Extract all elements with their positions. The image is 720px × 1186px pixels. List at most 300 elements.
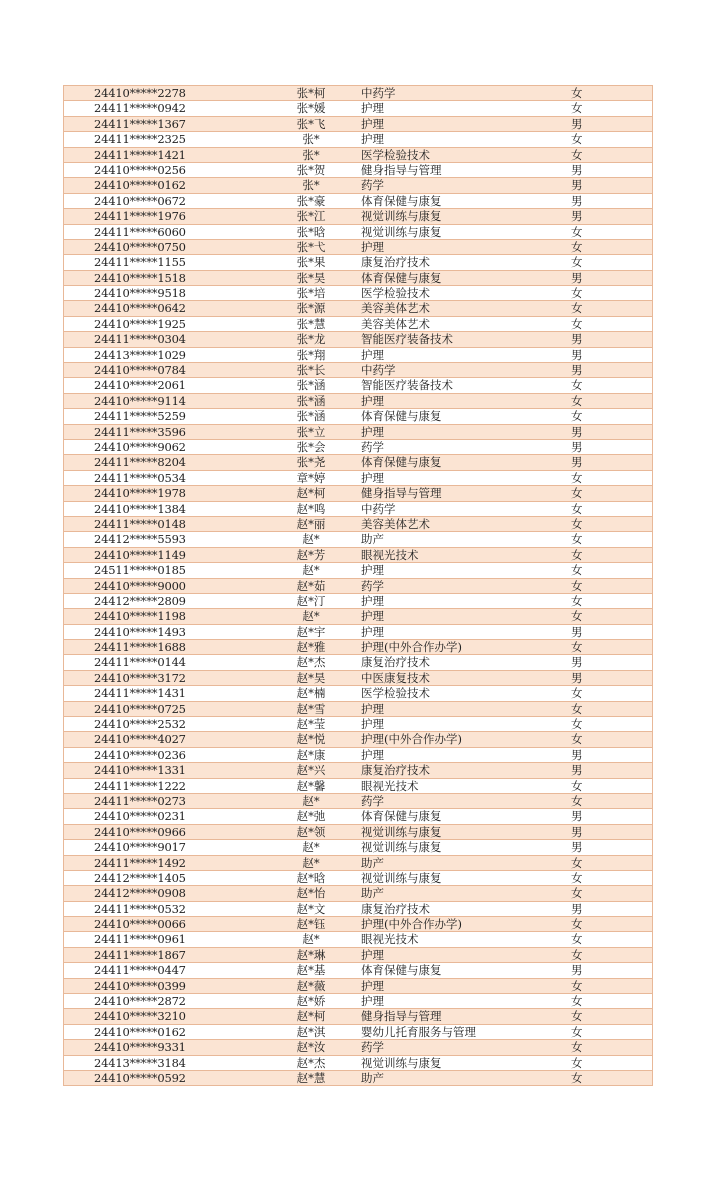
student-name-cell: 赵*宇: [296, 624, 326, 639]
student-name-cell: 赵*琳: [296, 947, 326, 962]
major-cell: 医学检验技术: [361, 286, 430, 301]
gender-cell: 男: [571, 763, 583, 778]
student-name-cell: 张*江: [296, 209, 326, 224]
student-id-cell: 24511*****0185: [94, 563, 186, 578]
student-id-cell: 24410*****0725: [94, 701, 186, 716]
gender-cell: 男: [571, 670, 583, 685]
table-row: [64, 394, 652, 409]
student-name-cell: 赵*娇: [296, 994, 326, 1009]
gender-cell: 女: [571, 132, 583, 147]
gender-cell: 女: [571, 886, 583, 901]
gender-cell: 女: [571, 932, 583, 947]
table-row: [64, 178, 652, 193]
major-cell: 美容美体艺术: [361, 516, 430, 531]
major-cell: 护理: [361, 101, 384, 116]
gender-cell: 男: [571, 901, 583, 916]
student-name-cell: 赵*莹: [296, 717, 326, 732]
student-table: [63, 85, 653, 1086]
student-name-cell: 张*尧: [296, 455, 326, 470]
gender-cell: 女: [571, 516, 583, 531]
major-cell: 护理: [361, 609, 384, 624]
gender-cell: 男: [571, 840, 583, 855]
student-name-cell: 张*长: [296, 363, 326, 378]
gender-cell: 男: [571, 655, 583, 670]
major-cell: 视觉训练与康复: [361, 870, 442, 885]
student-name-cell: 赵*薇: [296, 978, 326, 993]
table-row: [64, 117, 652, 132]
gender-cell: 女: [571, 286, 583, 301]
gender-cell: 女: [571, 301, 583, 316]
student-id-cell: 24410*****0966: [94, 824, 186, 839]
gender-cell: 女: [571, 793, 583, 808]
student-id-cell: 24410*****4027: [94, 732, 186, 747]
student-id-cell: 24411*****1421: [94, 147, 186, 162]
student-name-cell: 张*贺: [296, 162, 326, 177]
gender-cell: 女: [571, 224, 583, 239]
student-name-cell: 赵*楠: [296, 686, 326, 701]
student-name-cell: 张*翔: [296, 347, 326, 362]
major-cell: 眼视光技术: [361, 932, 419, 947]
student-id-cell: 24410*****2061: [94, 378, 186, 393]
student-id-cell: 24410*****0236: [94, 747, 186, 762]
student-id-cell: 24410*****9331: [94, 1040, 186, 1055]
student-id-cell: 24410*****1384: [94, 501, 186, 516]
student-id-cell: 24410*****9518: [94, 286, 186, 301]
gender-cell: 女: [571, 855, 583, 870]
table-row: [64, 840, 652, 855]
gender-cell: 女: [571, 1024, 583, 1039]
gender-cell: 女: [571, 86, 583, 100]
student-id-cell: 24410*****1518: [94, 270, 186, 285]
gender-cell: 男: [571, 178, 583, 193]
student-name-cell: 赵*: [302, 793, 320, 808]
major-cell: 体育保健与康复: [361, 409, 442, 424]
major-cell: 视觉训练与康复: [361, 209, 442, 224]
gender-cell: 女: [571, 994, 583, 1009]
major-cell: 视觉训练与康复: [361, 224, 442, 239]
student-name-cell: 张*培: [296, 286, 326, 301]
student-id-cell: 24410*****0162: [94, 178, 186, 193]
student-name-cell: 张*弋: [296, 239, 326, 254]
major-cell: 护理: [361, 701, 384, 716]
student-id-cell: 24410*****3210: [94, 1009, 186, 1024]
gender-cell: 女: [571, 1071, 583, 1085]
student-id-cell: 24410*****1978: [94, 486, 186, 501]
student-name-cell: 张*媛: [296, 101, 326, 116]
student-name-cell: 赵*雅: [296, 640, 326, 655]
table-row: [64, 378, 652, 393]
student-id-cell: 24410*****1493: [94, 624, 186, 639]
table-row: [64, 594, 652, 609]
student-name-cell: 赵*柯: [296, 486, 326, 501]
student-name-cell: 赵*弛: [296, 809, 326, 824]
major-cell: 护理: [361, 563, 384, 578]
major-cell: 健身指导与管理: [361, 162, 442, 177]
student-id-cell: 24411*****1976: [94, 209, 186, 224]
gender-cell: 男: [571, 624, 583, 639]
student-id-cell: 24411*****1155: [94, 255, 186, 270]
student-name-cell: 张*涵: [296, 378, 326, 393]
student-id-cell: 24410*****9000: [94, 578, 186, 593]
table-row: [64, 163, 652, 178]
major-cell: 智能医疗装备技术: [361, 378, 453, 393]
table-row: [64, 409, 652, 424]
student-id-cell: 24410*****1198: [94, 609, 186, 624]
major-cell: 康复治疗技术: [361, 763, 430, 778]
table-row: [64, 994, 652, 1009]
student-name-cell: 张*会: [296, 439, 326, 454]
gender-cell: 男: [571, 455, 583, 470]
student-name-cell: 赵*: [302, 855, 320, 870]
table-row: [64, 471, 652, 486]
student-name-cell: 张*果: [296, 255, 326, 270]
student-name-cell: 赵*汀: [296, 593, 326, 608]
major-cell: 体育保健与康复: [361, 963, 442, 978]
major-cell: 护理: [361, 747, 384, 762]
student-name-cell: 赵*怡: [296, 886, 326, 901]
student-id-cell: 24411*****1222: [94, 778, 186, 793]
table-row: [64, 332, 652, 347]
student-name-cell: 赵*文: [296, 901, 326, 916]
student-id-cell: 24410*****0592: [94, 1071, 186, 1085]
table-row: [64, 717, 652, 732]
major-cell: 美容美体艺术: [361, 316, 430, 331]
student-name-cell: 赵*馨: [296, 778, 326, 793]
student-name-cell: 赵*: [302, 840, 320, 855]
student-name-cell: 赵*慧: [296, 1071, 326, 1085]
major-cell: 智能医疗装备技术: [361, 332, 453, 347]
gender-cell: 男: [571, 439, 583, 454]
gender-cell: 女: [571, 870, 583, 885]
student-id-cell: 24411*****0942: [94, 101, 186, 116]
student-id-cell: 24410*****2532: [94, 717, 186, 732]
table-row: [64, 609, 652, 624]
student-name-cell: 张*慧: [296, 316, 326, 331]
major-cell: 眼视光技术: [361, 778, 419, 793]
student-name-cell: 赵*: [302, 532, 320, 547]
student-name-cell: 赵*昊: [296, 670, 326, 685]
student-name-cell: 赵*柯: [296, 1009, 326, 1024]
student-id-cell: 24411*****3596: [94, 424, 186, 439]
major-cell: 体育保健与康复: [361, 809, 442, 824]
gender-cell: 女: [571, 578, 583, 593]
gender-cell: 女: [571, 316, 583, 331]
student-id-cell: 24411*****0532: [94, 901, 186, 916]
gender-cell: 女: [571, 563, 583, 578]
major-cell: 护理(中外合作办学): [361, 917, 462, 932]
gender-cell: 女: [571, 686, 583, 701]
table-row: [64, 1009, 652, 1024]
student-id-cell: 24410*****0642: [94, 301, 186, 316]
student-id-cell: 24410*****1149: [94, 547, 186, 562]
student-name-cell: 赵*雪: [296, 701, 326, 716]
gender-cell: 男: [571, 963, 583, 978]
major-cell: 护理: [361, 593, 384, 608]
gender-cell: 女: [571, 255, 583, 270]
gender-cell: 男: [571, 270, 583, 285]
major-cell: 医学检验技术: [361, 147, 430, 162]
gender-cell: 女: [571, 732, 583, 747]
student-name-cell: 赵*杰: [296, 655, 326, 670]
major-cell: 护理: [361, 624, 384, 639]
table-row: [64, 502, 652, 517]
table-row: [64, 963, 652, 978]
student-name-cell: 赵*兴: [296, 763, 326, 778]
major-cell: 视觉训练与康复: [361, 840, 442, 855]
student-name-cell: 张*: [302, 147, 320, 162]
major-cell: 护理: [361, 947, 384, 962]
student-name-cell: 张*涵: [296, 393, 326, 408]
student-name-cell: 赵*汝: [296, 1040, 326, 1055]
student-id-cell: 24412*****0908: [94, 886, 186, 901]
student-id-cell: 24410*****1331: [94, 763, 186, 778]
major-cell: 药学: [361, 1040, 384, 1055]
student-id-cell: 24411*****0534: [94, 470, 186, 485]
table-row: [64, 763, 652, 778]
major-cell: 眼视光技术: [361, 547, 419, 562]
table-row: [64, 255, 652, 270]
table-row: [64, 856, 652, 871]
major-cell: 助产: [361, 532, 384, 547]
major-cell: 助产: [361, 886, 384, 901]
gender-cell: 男: [571, 209, 583, 224]
major-cell: 康复治疗技术: [361, 255, 430, 270]
major-cell: 护理: [361, 116, 384, 131]
table-row: [64, 209, 652, 224]
gender-cell: 女: [571, 917, 583, 932]
major-cell: 医学检验技术: [361, 686, 430, 701]
major-cell: 药学: [361, 578, 384, 593]
student-name-cell: 赵*: [302, 563, 320, 578]
major-cell: 护理: [361, 132, 384, 147]
student-id-cell: 24411*****0447: [94, 963, 186, 978]
table-row: [64, 886, 652, 901]
student-id-cell: 24410*****0784: [94, 363, 186, 378]
student-id-cell: 24411*****0144: [94, 655, 186, 670]
major-cell: 中医康复技术: [361, 670, 430, 685]
major-cell: 康复治疗技术: [361, 901, 430, 916]
student-name-cell: 赵*: [302, 932, 320, 947]
major-cell: 中药学: [361, 86, 396, 100]
table-row: [64, 779, 652, 794]
student-id-cell: 24411*****8204: [94, 455, 186, 470]
student-id-cell: 24411*****1688: [94, 640, 186, 655]
student-id-cell: 24410*****9114: [94, 393, 186, 408]
student-id-cell: 24411*****5259: [94, 409, 186, 424]
table-row: [64, 809, 652, 824]
table-row: [64, 225, 652, 240]
student-id-cell: 24411*****2325: [94, 132, 186, 147]
table-row: [64, 902, 652, 917]
major-cell: 助产: [361, 1071, 384, 1085]
table-row: [64, 363, 652, 378]
student-id-cell: 24413*****1029: [94, 347, 186, 362]
table-row: [64, 825, 652, 840]
table-row: [64, 132, 652, 147]
student-id-cell: 24410*****0750: [94, 239, 186, 254]
gender-cell: 女: [571, 147, 583, 162]
gender-cell: 女: [571, 1055, 583, 1070]
major-cell: 视觉训练与康复: [361, 1055, 442, 1070]
student-id-cell: 24412*****2809: [94, 593, 186, 608]
gender-cell: 女: [571, 978, 583, 993]
table-row: [64, 794, 652, 809]
major-cell: 体育保健与康复: [361, 193, 442, 208]
table-row: [64, 979, 652, 994]
table-row: [64, 702, 652, 717]
major-cell: 健身指导与管理: [361, 1009, 442, 1024]
gender-cell: 女: [571, 593, 583, 608]
student-id-cell: 24411*****0273: [94, 793, 186, 808]
gender-cell: 男: [571, 193, 583, 208]
student-id-cell: 24411*****6060: [94, 224, 186, 239]
table-row: [64, 625, 652, 640]
table-row: [64, 686, 652, 701]
gender-cell: 男: [571, 747, 583, 762]
student-name-cell: 张*立: [296, 424, 326, 439]
table-row: [64, 486, 652, 501]
table-row: [64, 425, 652, 440]
gender-cell: 女: [571, 609, 583, 624]
table-row: [64, 871, 652, 886]
table-row: [64, 148, 652, 163]
major-cell: 护理(中外合作办学): [361, 640, 462, 655]
table-row: [64, 101, 652, 116]
student-id-cell: 24411*****1867: [94, 947, 186, 962]
table-row: [64, 1071, 652, 1086]
gender-cell: 男: [571, 162, 583, 177]
table-row: [64, 317, 652, 332]
student-id-cell: 24410*****0399: [94, 978, 186, 993]
student-name-cell: 赵*: [302, 609, 320, 624]
student-id-cell: 24410*****9062: [94, 439, 186, 454]
student-name-cell: 张*柯: [296, 86, 326, 100]
student-id-cell: 24410*****0066: [94, 917, 186, 932]
student-id-cell: 24410*****2872: [94, 994, 186, 1009]
student-name-cell: 张*: [302, 178, 320, 193]
table-row: [64, 194, 652, 209]
major-cell: 视觉训练与康复: [361, 824, 442, 839]
major-cell: 助产: [361, 855, 384, 870]
gender-cell: 女: [571, 486, 583, 501]
gender-cell: 女: [571, 547, 583, 562]
student-id-cell: 24411*****1367: [94, 116, 186, 131]
major-cell: 婴幼儿托育服务与管理: [361, 1024, 476, 1039]
major-cell: 美容美体艺术: [361, 301, 430, 316]
student-id-cell: 24410*****3172: [94, 670, 186, 685]
student-name-cell: 张*涵: [296, 409, 326, 424]
gender-cell: 女: [571, 1040, 583, 1055]
table-row: [64, 301, 652, 316]
table-row: [64, 1056, 652, 1071]
gender-cell: 女: [571, 101, 583, 116]
gender-cell: 女: [571, 239, 583, 254]
table-row: [64, 240, 652, 255]
major-cell: 护理: [361, 717, 384, 732]
student-name-cell: 张*晗: [296, 224, 326, 239]
gender-cell: 男: [571, 116, 583, 131]
student-name-cell: 赵*杰: [296, 1055, 326, 1070]
table-row: [64, 1025, 652, 1040]
table-row: [64, 548, 652, 563]
student-id-cell: 24412*****5593: [94, 532, 186, 547]
table-row: [64, 271, 652, 286]
gender-cell: 女: [571, 378, 583, 393]
table-row: [64, 917, 652, 932]
student-name-cell: 赵*鸣: [296, 501, 326, 516]
student-name-cell: 张*龙: [296, 332, 326, 347]
table-row: [64, 86, 652, 101]
table-row: [64, 732, 652, 747]
student-id-cell: 24410*****0162: [94, 1024, 186, 1039]
table-row: [64, 948, 652, 963]
table-row: [64, 348, 652, 363]
major-cell: 护理: [361, 393, 384, 408]
table-row: [64, 455, 652, 470]
gender-cell: 男: [571, 363, 583, 378]
table-row: [64, 563, 652, 578]
gender-cell: 女: [571, 409, 583, 424]
table-row: [64, 932, 652, 947]
student-id-cell: 24413*****3184: [94, 1055, 186, 1070]
major-cell: 体育保健与康复: [361, 455, 442, 470]
major-cell: 药学: [361, 793, 384, 808]
gender-cell: 女: [571, 717, 583, 732]
student-name-cell: 赵*悦: [296, 732, 326, 747]
gender-cell: 女: [571, 1009, 583, 1024]
gender-cell: 女: [571, 501, 583, 516]
student-id-cell: 24410*****2278: [94, 86, 186, 100]
student-name-cell: 赵*芳: [296, 547, 326, 562]
student-name-cell: 赵*领: [296, 824, 326, 839]
gender-cell: 男: [571, 332, 583, 347]
gender-cell: 男: [571, 347, 583, 362]
student-name-cell: 张*: [302, 132, 320, 147]
student-id-cell: 24412*****1405: [94, 870, 186, 885]
table-row: [64, 286, 652, 301]
student-name-cell: 张*飞: [296, 116, 326, 131]
major-cell: 药学: [361, 178, 384, 193]
major-cell: 护理: [361, 424, 384, 439]
student-id-cell: 24410*****0256: [94, 162, 186, 177]
major-cell: 体育保健与康复: [361, 270, 442, 285]
student-id-cell: 24411*****0304: [94, 332, 186, 347]
major-cell: 护理: [361, 347, 384, 362]
student-name-cell: 赵*淇: [296, 1024, 326, 1039]
gender-cell: 女: [571, 947, 583, 962]
gender-cell: 女: [571, 470, 583, 485]
table-row: [64, 671, 652, 686]
student-id-cell: 24411*****1492: [94, 855, 186, 870]
major-cell: 护理: [361, 470, 384, 485]
student-id-cell: 24411*****1431: [94, 686, 186, 701]
gender-cell: 女: [571, 778, 583, 793]
student-name-cell: 张*源: [296, 301, 326, 316]
major-cell: 护理: [361, 994, 384, 1009]
student-id-cell: 24411*****0961: [94, 932, 186, 947]
major-cell: 护理(中外合作办学): [361, 732, 462, 747]
table-row: [64, 1040, 652, 1055]
student-id-cell: 24410*****0672: [94, 193, 186, 208]
table-row: [64, 579, 652, 594]
major-cell: 药学: [361, 439, 384, 454]
gender-cell: 女: [571, 701, 583, 716]
gender-cell: 男: [571, 809, 583, 824]
student-name-cell: 赵*康: [296, 747, 326, 762]
table-row: [64, 748, 652, 763]
major-cell: 康复治疗技术: [361, 655, 430, 670]
student-name-cell: 赵*晗: [296, 870, 326, 885]
